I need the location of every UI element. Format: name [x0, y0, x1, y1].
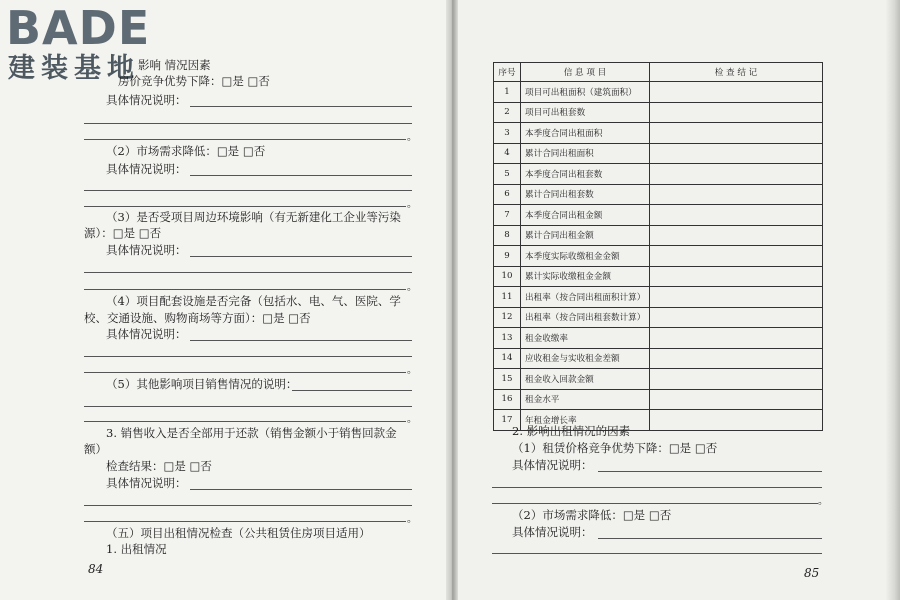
col-header: 信 息 项 目: [521, 63, 650, 82]
table-row: [494, 205, 823, 226]
period-mark: 。: [407, 514, 417, 525]
table-row: [494, 143, 823, 164]
row-number: 12: [494, 307, 521, 328]
row-number: 17: [494, 410, 521, 431]
row-number: 7: [494, 205, 521, 226]
check-result-cell[interactable]: [650, 389, 823, 410]
table-header-row: [494, 63, 823, 82]
info-item: 本季度合同出租套数: [521, 164, 650, 185]
answer-line: [84, 123, 412, 124]
check-result-cell[interactable]: [650, 348, 823, 369]
row-number: 9: [494, 246, 521, 267]
question-market-demand: （2）市场需求降低：□是 □否: [106, 144, 266, 158]
answer-line: [84, 289, 406, 290]
answer-line: [84, 139, 406, 140]
question-repayment-cont: 额）: [84, 442, 107, 456]
check-result-cell[interactable]: [650, 143, 823, 164]
period-mark: 。: [407, 282, 417, 293]
question-environment: （3）是否受项目周边环境影响（有无新建化工企业等污染: [106, 210, 401, 224]
question-environment-cont: 源）：□是 □否: [84, 226, 162, 240]
answer-line: [84, 356, 412, 357]
period-mark: 。: [818, 496, 828, 507]
table-row: [494, 82, 823, 103]
check-result-cell[interactable]: [650, 102, 823, 123]
table-row: [494, 369, 823, 390]
info-item: 项目可出租面积（建筑面积）: [521, 82, 650, 103]
question-rent-price: （1）租赁价格竞争优势下降：□是 □否: [512, 441, 718, 455]
answer-line: [84, 421, 406, 422]
col-header: 检 查 结 记: [650, 63, 823, 82]
info-item: 出租率（按合同出租套数计算）: [521, 307, 650, 328]
row-number: 16: [494, 389, 521, 410]
detail-label: 具体情况说明：: [106, 243, 187, 257]
check-result-cell[interactable]: [650, 266, 823, 287]
check-result-cell[interactable]: [650, 410, 823, 431]
row-number: 10: [494, 266, 521, 287]
answer-line: [598, 538, 822, 539]
row-number: 8: [494, 225, 521, 246]
answer-line: [84, 372, 406, 373]
info-item: 本季度合同出租面积: [521, 123, 650, 144]
info-item: 租金收缴率: [521, 328, 650, 349]
table-row: [494, 225, 823, 246]
answer-line: [190, 256, 412, 257]
table-row: [494, 184, 823, 205]
book-gutter: [446, 0, 458, 600]
row-number: 13: [494, 328, 521, 349]
question-other-sales: （5）其他影响项目销售情况的说明：: [106, 377, 298, 391]
col-header: 序号: [494, 63, 521, 82]
info-item: 租金收入回款金额: [521, 369, 650, 390]
info-item: 本季度合同出租金额: [521, 205, 650, 226]
question-facilities-cont: 校、交通设施、购物商场等方面）：□是 □否: [84, 311, 311, 325]
row-number: 2: [494, 102, 521, 123]
answer-line: [84, 190, 412, 191]
info-item: 累计合同出租面积: [521, 143, 650, 164]
heading-rental-factors: 2. 影响出租情况的因素: [512, 424, 631, 438]
row-number: 15: [494, 369, 521, 390]
answer-line: [492, 503, 818, 504]
answer-line: [190, 175, 412, 176]
check-result-cell[interactable]: [650, 307, 823, 328]
check-result: 检查结果：□是 □否: [106, 459, 212, 473]
check-result-cell[interactable]: [650, 246, 823, 267]
detail-label: 具体情况说明：: [106, 162, 187, 176]
check-result-cell[interactable]: [650, 184, 823, 205]
answer-line: [84, 272, 412, 273]
row-number: 4: [494, 143, 521, 164]
rental-info-table: [493, 62, 823, 431]
table-row: [494, 348, 823, 369]
table-row: [494, 328, 823, 349]
answer-line: [190, 489, 412, 490]
row-number: 3: [494, 123, 521, 144]
heading-sales-factors: 影响 情况因素: [138, 58, 211, 72]
check-result-cell[interactable]: [650, 225, 823, 246]
detail-label: 具体情况说明：: [512, 525, 593, 539]
row-number: 11: [494, 287, 521, 308]
table-row: [494, 307, 823, 328]
answer-line: [84, 521, 406, 522]
period-mark: 。: [407, 199, 417, 210]
row-number: 14: [494, 348, 521, 369]
check-result-cell[interactable]: [650, 82, 823, 103]
info-item: 年租金增长率: [521, 410, 650, 431]
info-item: 应收租金与实收租金差额: [521, 348, 650, 369]
table-row: [494, 266, 823, 287]
check-result-cell[interactable]: [650, 164, 823, 185]
info-item: 累计合同出租套数: [521, 184, 650, 205]
answer-line: [84, 406, 412, 407]
answer-line: [492, 553, 822, 554]
check-result-cell[interactable]: [650, 369, 823, 390]
answer-line: [190, 340, 412, 341]
page-number: 85: [804, 566, 820, 580]
period-mark: 。: [407, 365, 417, 376]
question-facilities: （4）项目配套设施是否完备（包括水、电、气、医院、学: [106, 294, 401, 308]
answer-line: [84, 505, 412, 506]
answer-line: [84, 206, 406, 207]
table-row: [494, 246, 823, 267]
info-item: 累计实际收缴租金金额: [521, 266, 650, 287]
question-market-demand: （2）市场需求降低：□是 □否: [512, 508, 672, 522]
info-item: 租金水平: [521, 389, 650, 410]
check-result-cell[interactable]: [650, 328, 823, 349]
answer-line: [292, 390, 412, 391]
answer-line: [598, 471, 822, 472]
info-item: 出租率（按合同出租面积计算）: [521, 287, 650, 308]
period-mark: 。: [407, 414, 417, 425]
check-result-cell[interactable]: [650, 287, 823, 308]
answer-line: [492, 487, 822, 488]
logo-chinese: 建装基地: [8, 53, 140, 84]
info-item: 项目可出租套数: [521, 102, 650, 123]
row-number: 5: [494, 164, 521, 185]
detail-label: 具体情况说明：: [106, 476, 187, 490]
row-number: 1: [494, 82, 521, 103]
detail-label: 具体情况说明：: [106, 93, 187, 107]
table-row: [494, 164, 823, 185]
info-item: 累计合同出租金额: [521, 225, 650, 246]
subsection-rental: 1. 出租情况: [106, 542, 167, 556]
page-edge: [886, 0, 900, 600]
section-rental-check: （五）项目出租情况检查（公共租赁住房项目适用）: [106, 526, 371, 540]
detail-label: 具体情况说明：: [512, 458, 593, 472]
page-number: 84: [88, 562, 104, 576]
table-row: [494, 102, 823, 123]
table-row: [494, 123, 823, 144]
logo-wordmark: BADE: [6, 1, 151, 55]
table-row: [494, 287, 823, 308]
answer-line: [190, 106, 412, 107]
detail-label: 具体情况说明：: [106, 327, 187, 341]
period-mark: 。: [407, 132, 417, 143]
row-number: 6: [494, 184, 521, 205]
info-item: 本季度实际收缴租金金额: [521, 246, 650, 267]
table-row: [494, 389, 823, 410]
question-price-advantage: 房价竞争优势下降：□是 □否: [118, 74, 270, 88]
question-repayment: 3. 销售收入是否全部用于还款（销售金额小于销售回款金: [106, 426, 397, 440]
check-result-cell[interactable]: [650, 123, 823, 144]
check-result-cell[interactable]: [650, 205, 823, 226]
